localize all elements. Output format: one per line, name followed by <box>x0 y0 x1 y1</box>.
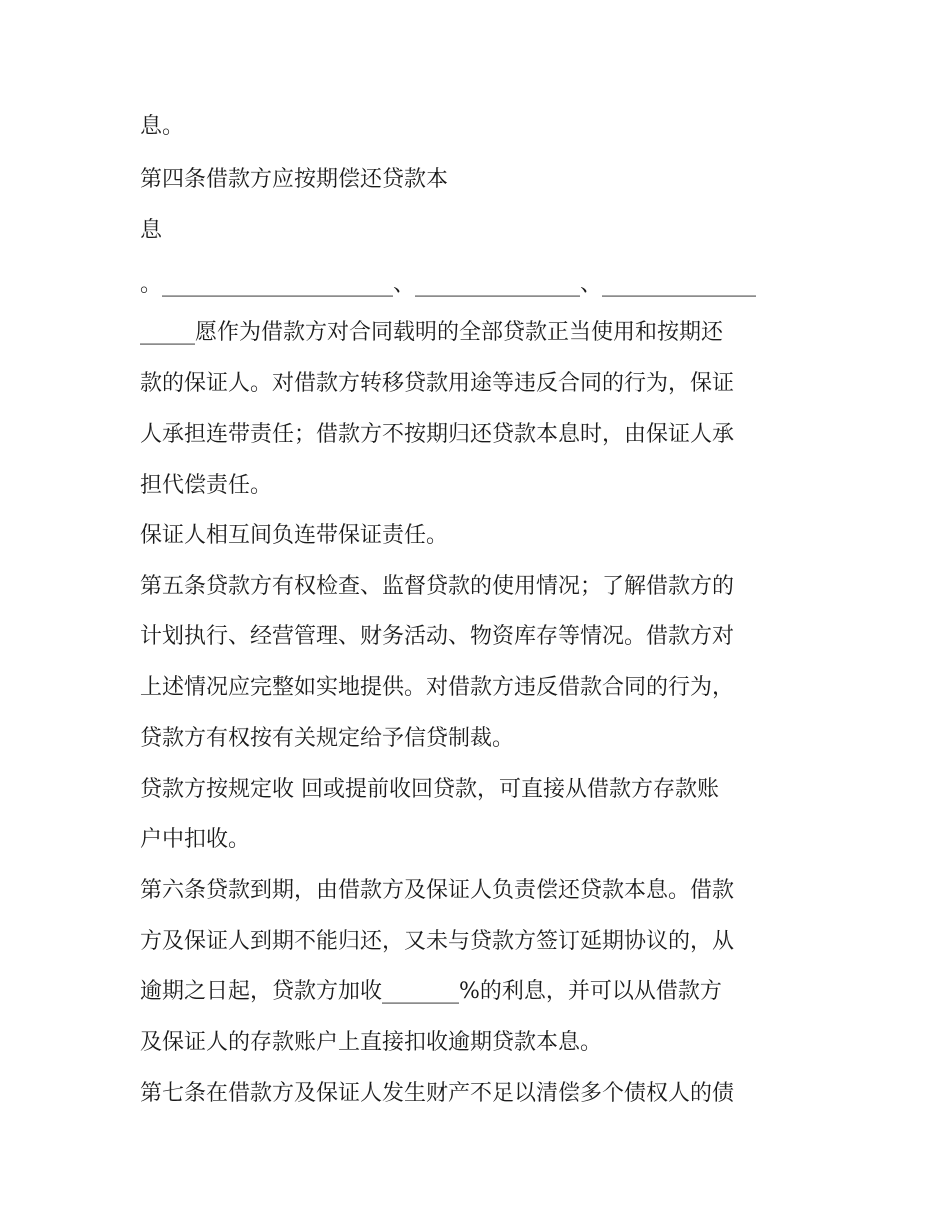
text-line: _____愿作为借款方对合同载明的全部贷款正当使用和按期还 <box>140 320 724 345</box>
text-line: 方及保证人到期不能归还，又未与贷款方签订延期协议的，从 <box>140 929 735 954</box>
text-line: 保证人相互间负连带保证责任。 <box>140 523 449 548</box>
text-line: 上述情况应完整如实地提供。对借款方违反借款合同的行为， <box>140 675 735 700</box>
text-line: 第六条贷款到期，由借款方及保证人负责偿还贷款本息。借款 <box>140 878 735 903</box>
text-line: 担代偿责任。 <box>140 473 273 498</box>
text-line: 贷款方按规定收 回或提前收回贷款，可直接从借款方存款账 <box>140 777 719 802</box>
text-line: 及保证人的存款账户上直接扣收逾期贷款本息。 <box>140 1030 603 1055</box>
text-line: 户中扣收。 <box>140 827 251 852</box>
text-line: 第七条在借款方及保证人发生财产不足以清偿多个债权人的债 <box>140 1081 735 1106</box>
text-line: 计划执行、经营管理、财务活动、物资库存等情况。借款方对 <box>140 624 735 649</box>
text-line: 息。 <box>140 114 185 139</box>
text-line: 息 <box>140 218 163 243</box>
text-line: 款的保证人。对借款方转移贷款用途等违反合同的行为，保证 <box>140 371 735 396</box>
text-line: 第五条贷款方有权检查、监督贷款的使用情况；了解借款方的 <box>140 574 735 599</box>
text-line: 。_____________________、_______________、______________ <box>140 272 757 297</box>
text-line: 逾期之日起，贷款方加收_______%的利息，并可以从借款方 <box>140 979 722 1004</box>
text-line: 第四条借款方应按期偿还贷款本 <box>140 167 449 192</box>
text-line: 贷款方有权按有关规定给予信贷制裁。 <box>140 726 515 751</box>
text-line: 人承担连带责任；借款方不按期归还贷款本息时，由保证人承 <box>140 422 735 447</box>
